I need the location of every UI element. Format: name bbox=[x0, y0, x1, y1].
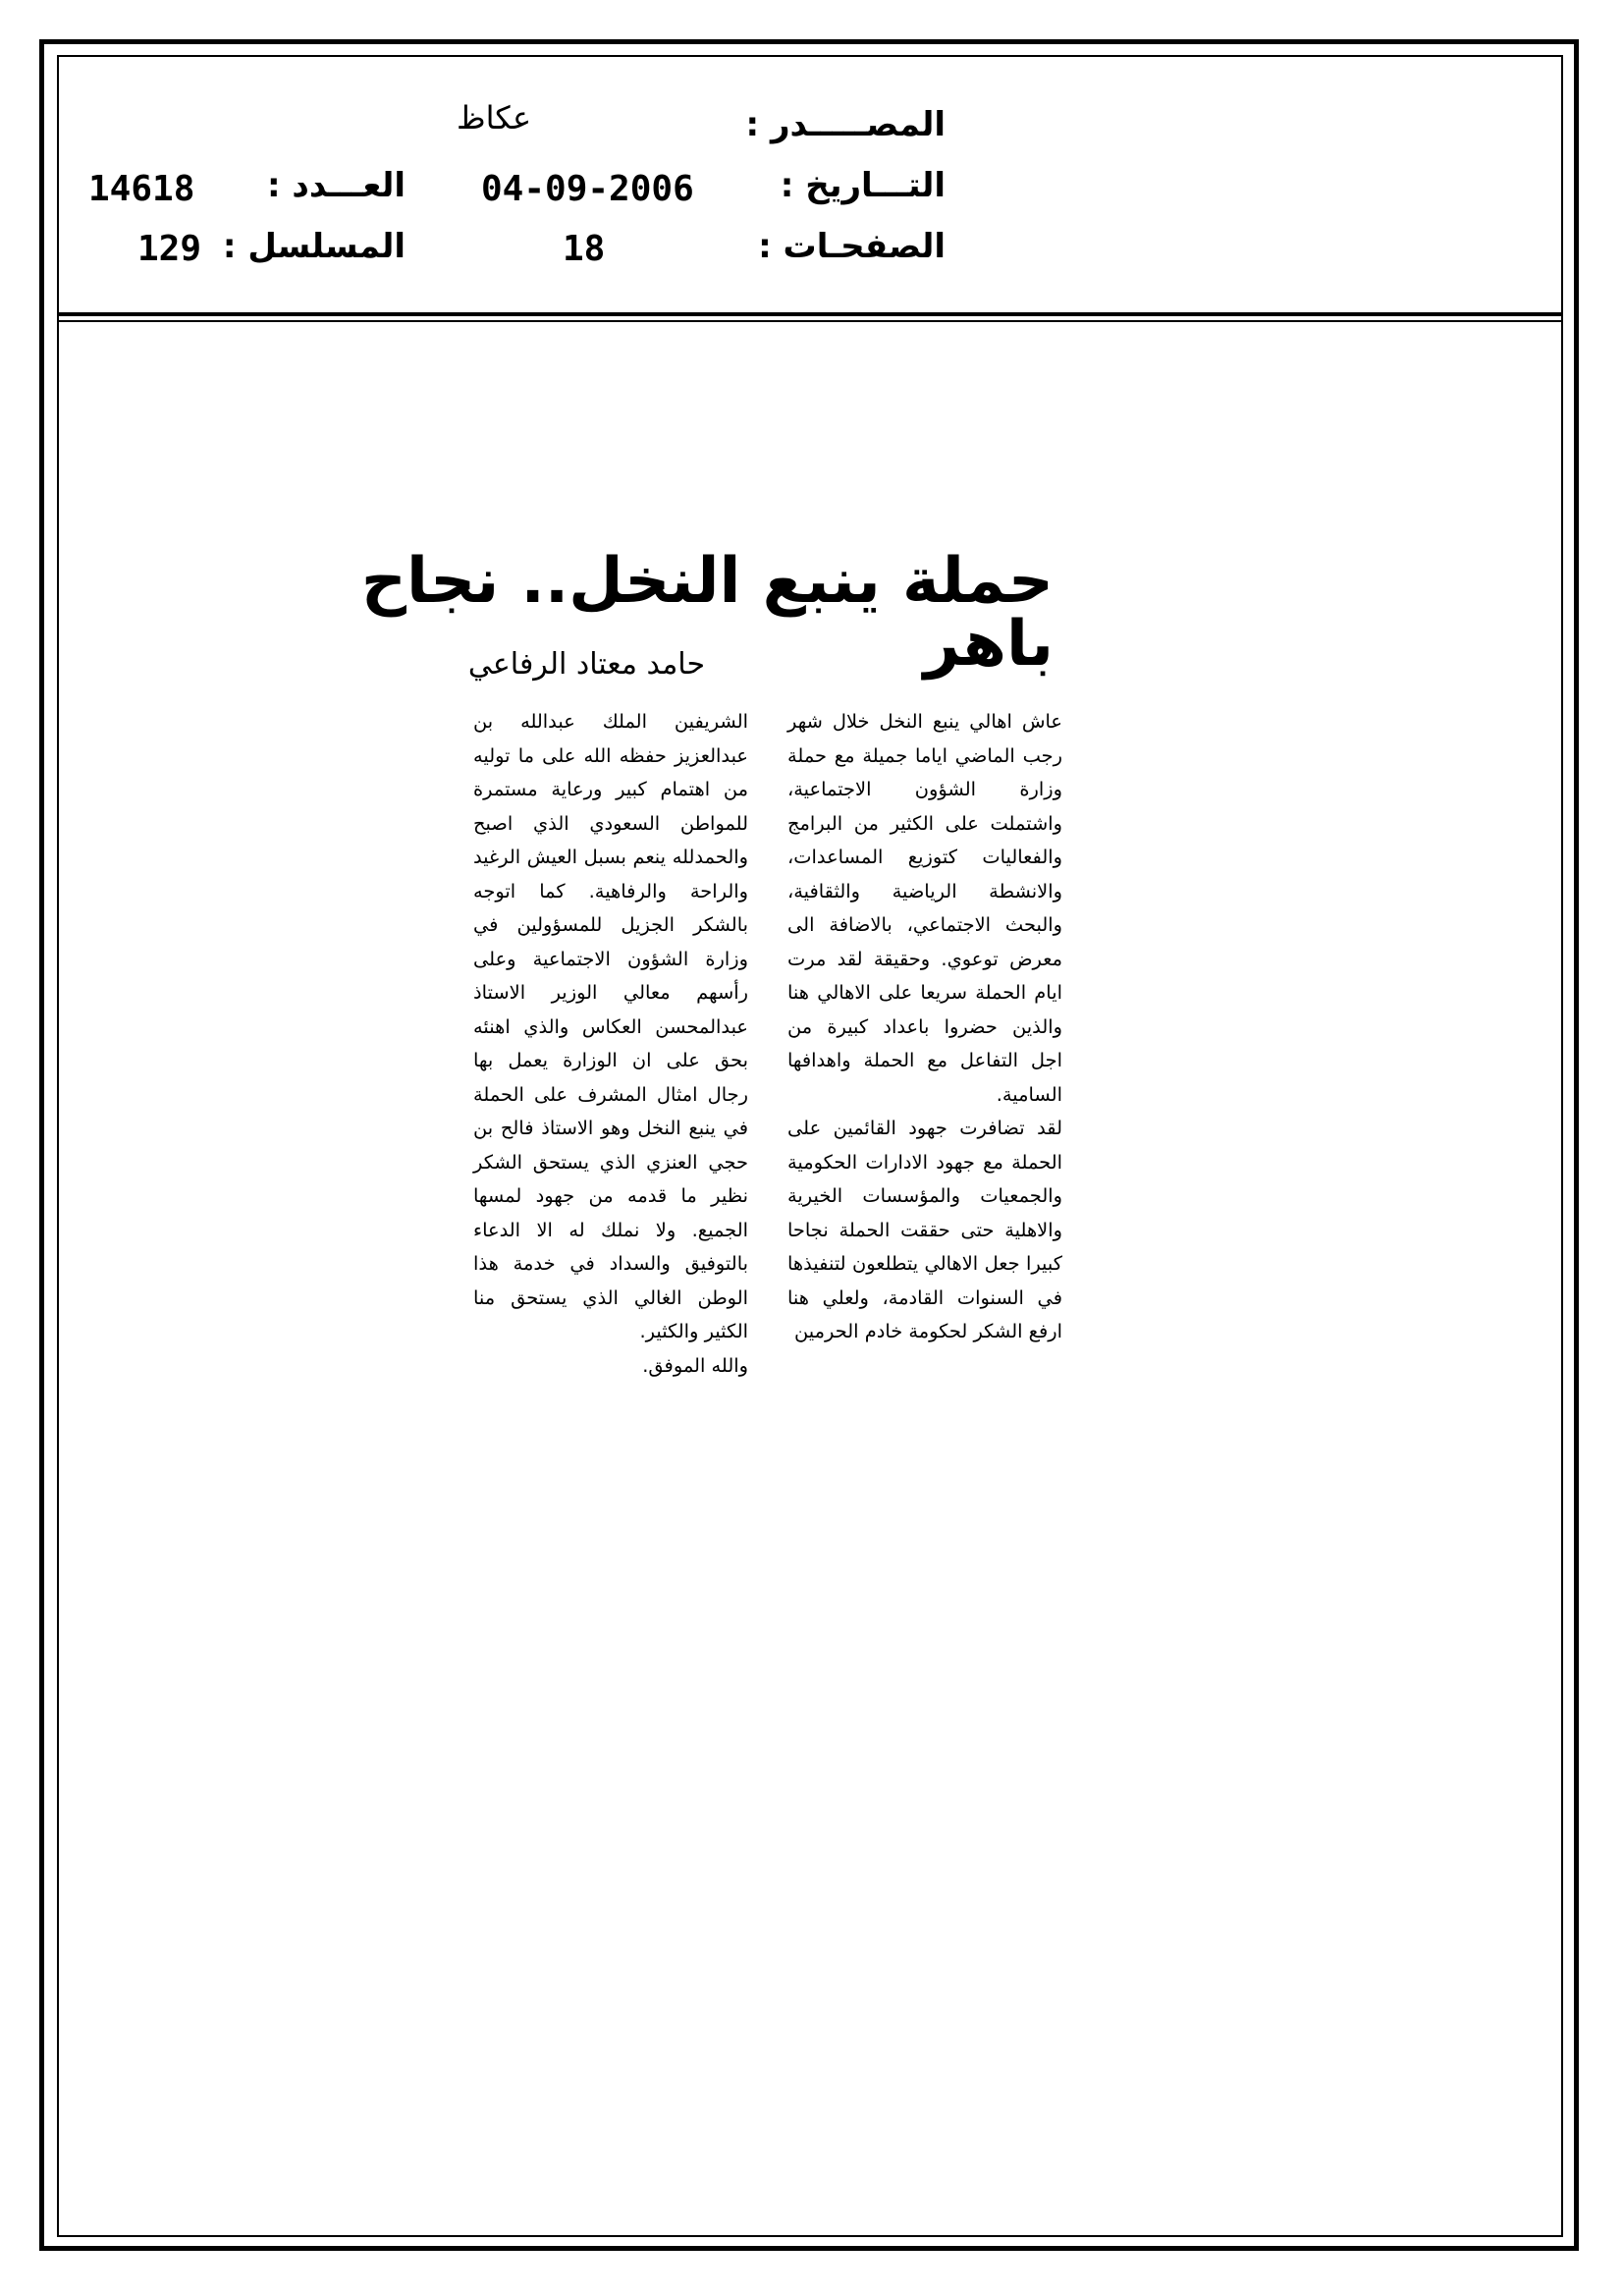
pages-value: 18 bbox=[563, 229, 606, 269]
paragraph: لقد تضافرت جهود القائمين على الحملة مع جهود الادارات الحكومية والجمعيات والمؤسسات الخيرية والاهلية حتى حققت الحملة نجاحا كبيرا جعل الاهالي يتطلعون لتنفيذها في السنوات القادمة، ولعلي هنا ارفع الشكر لحكومة خادم الحرمين bbox=[787, 1117, 1062, 1342]
paragraph: والله الموفق. bbox=[642, 1353, 748, 1377]
paragraph: الشريفين الملك عبدالله بن عبدالعزيز حفظه الله على ما توليه من اهتمام كبير ورعاية مستمرة للمواطن السعودي الذي اصبح والحمدلله ينعم بسبل العيش الرغيد والراحة والرفاهية. كما اتوجه بالشكر الجزيل للمسؤولين في وزارة الشؤون الاجتماعية وعلى رأسهم معالي الوزير الاستاذ عبدالمحسن العكاس والذي اهنئه بحق على ان الوزارة يعمل بها رجال امثال المشرف على الحملة في ينبع النخل وهو الاستاذ فالح بن حجي العنزي الذي يستحق الشكر نظير ما قدمه من جهود لمسها الجميع. ولا نملك له الا الدعاء بالتوفيق والسداد في خدمة هذا الوطن الغالي الذي يستحق منا الكثير والكثير. bbox=[473, 710, 748, 1342]
header-divider bbox=[57, 312, 1563, 322]
paragraph: عاش اهالي ينبع النخل خلال شهر رجب الماضي اياما جميلة مع حملة وزارة الشؤون الاجتماعية، واشتملت على الكثير من البرامج والفعاليات كتوزيع المساعدات، والانشطة الرياضية والثقافية، والبحث الاجتماعي، بالاضافة الى معرض توعوي. وحقيقة لقد مرت ايام الحملة سريعا على الاهالي هنا والذين حضروا باعداد كبيرة من اجل التفاعل مع الحملة واهدافها السامية. bbox=[787, 710, 1062, 1106]
serial-value: 129 bbox=[137, 229, 202, 269]
issue-label: العـــدد : bbox=[267, 166, 406, 205]
article-byline: حامد معتاد الرفاعي bbox=[467, 647, 705, 682]
article-headline: حملة ينبع النخل.. نجاح باهر bbox=[360, 545, 1054, 681]
article-column-left bbox=[473, 705, 748, 1383]
issue-value: 14618 bbox=[88, 169, 195, 209]
source-value: عكاظ bbox=[457, 99, 532, 137]
pages-label: الصفحـات : bbox=[758, 227, 946, 266]
date-value: 04-09-2006 bbox=[481, 169, 694, 209]
serial-label: المسلسل : bbox=[222, 227, 406, 266]
article-column-right bbox=[787, 705, 1062, 1349]
source-label: المصـــــدر : bbox=[745, 105, 946, 144]
date-label: التـــاريخ : bbox=[780, 166, 946, 205]
